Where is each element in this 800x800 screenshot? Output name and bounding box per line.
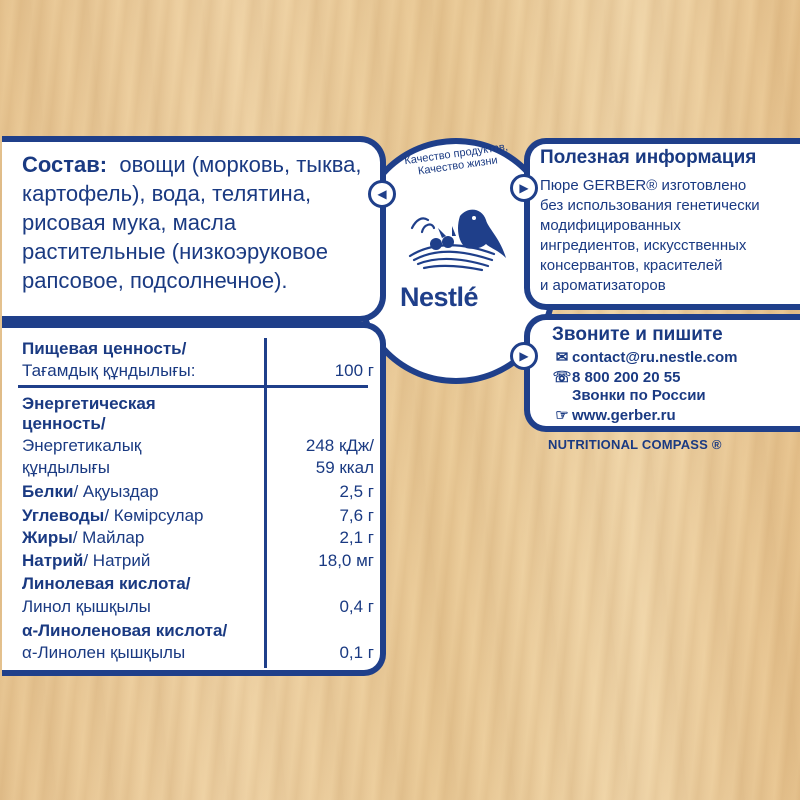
carbs-value: 7,6 г <box>339 506 374 525</box>
linoleic-value: 0,4 г <box>339 597 374 616</box>
linoleic-label-kz: Линол қышқылы <box>22 597 151 616</box>
contact-title: Звоните и пишите <box>552 324 723 345</box>
energy-label-1: Энергетическая <box>22 394 156 413</box>
composition-label: Состав: <box>22 152 108 177</box>
protein-value: 2,5 г <box>339 482 374 501</box>
contact-site-row <box>552 406 676 424</box>
energy-label-4: құндылығы <box>22 458 111 477</box>
info-line: модифицированных <box>540 217 681 234</box>
sodium-label: Натрий <box>22 551 84 570</box>
energy-value-kcal: 59 ккал <box>315 458 374 477</box>
nutrition-divider-horizontal <box>18 385 368 388</box>
info-line: ингредиентов, искусственных <box>540 237 747 254</box>
protein-label: Белки <box>22 482 74 501</box>
composition-text <box>22 150 374 295</box>
contact-site: www.gerber.ru <box>572 407 676 424</box>
info-line: без использования генетически <box>540 197 760 214</box>
carbs-row <box>22 506 204 526</box>
fat-label: Жиры <box>22 528 73 547</box>
fat-value: 2,1 г <box>339 528 374 547</box>
linoleic-label: Линолевая кислота/ <box>22 574 191 593</box>
fat-row <box>22 528 144 548</box>
info-line: Пюре GERBER® изготовлено <box>540 177 747 194</box>
quality-slogan: Качество продуктов, Качество жизни <box>403 140 509 178</box>
sodium-value: 18,0 мг <box>318 551 374 570</box>
nutrition-header-kz: Тағамдық құндылығы: <box>22 361 196 380</box>
nutritional-compass-label: NUTRITIONAL COMPASS ® <box>548 437 722 452</box>
info-line: консервантов, красителей <box>540 257 723 274</box>
brand-logo: Nestlé <box>400 282 479 312</box>
arrow-left-icon: ◀ <box>368 180 396 208</box>
pointing-hand-icon: ☞ <box>555 407 569 424</box>
energy-label-3: Энергетикалық <box>22 436 142 455</box>
useful-info-title: Полезная информация <box>540 147 757 168</box>
contact-phone-row <box>552 368 680 386</box>
info-line: и ароматизаторов <box>540 277 666 294</box>
contact-email-row <box>552 348 738 366</box>
headset-icon: ☏ <box>552 369 572 386</box>
contact-phone-note: Звонки по России <box>572 387 706 404</box>
envelope-icon: ✉ <box>555 349 569 366</box>
fat-label-kz: / Майлар <box>72 528 145 547</box>
arrow-right-icon: ▶ <box>510 174 538 202</box>
contact-phone: 8 800 200 20 55 <box>572 369 681 386</box>
protein-row <box>22 482 159 502</box>
energy-value-kj: 248 кДж/ <box>305 436 374 455</box>
protein-label-kz: / Ақуыздар <box>73 482 159 501</box>
carbs-label-kz: / Көмірсулар <box>104 506 204 525</box>
useful-info-text <box>540 176 780 296</box>
alpha-linolenic-value: 0,1 г <box>339 643 374 662</box>
sodium-label-kz: / Натрий <box>83 551 151 570</box>
nutrition-per-amount: 100 г <box>334 361 374 380</box>
arrow-right-icon: ▶ <box>510 342 538 370</box>
alpha-linolenic-label-kz: α-Линолен қышқылы <box>22 643 186 662</box>
energy-label-2: ценность/ <box>22 414 106 433</box>
composition-ingredients: овощи (морковь, тыква, картофель), вода, телятина, рисовая мука, масла растительные (низкоэруковое рапсовое, подсолнечное). <box>22 152 362 293</box>
contact-email: contact@ru.nestle.com <box>572 349 738 366</box>
alpha-linolenic-label: α-Линоленовая кислота/ <box>22 621 228 640</box>
sodium-row <box>22 551 150 571</box>
nest-logo-icon <box>402 198 512 284</box>
carbs-label: Углеводы <box>22 506 105 525</box>
nutrition-header-ru: Пищевая ценность/ <box>22 339 187 358</box>
